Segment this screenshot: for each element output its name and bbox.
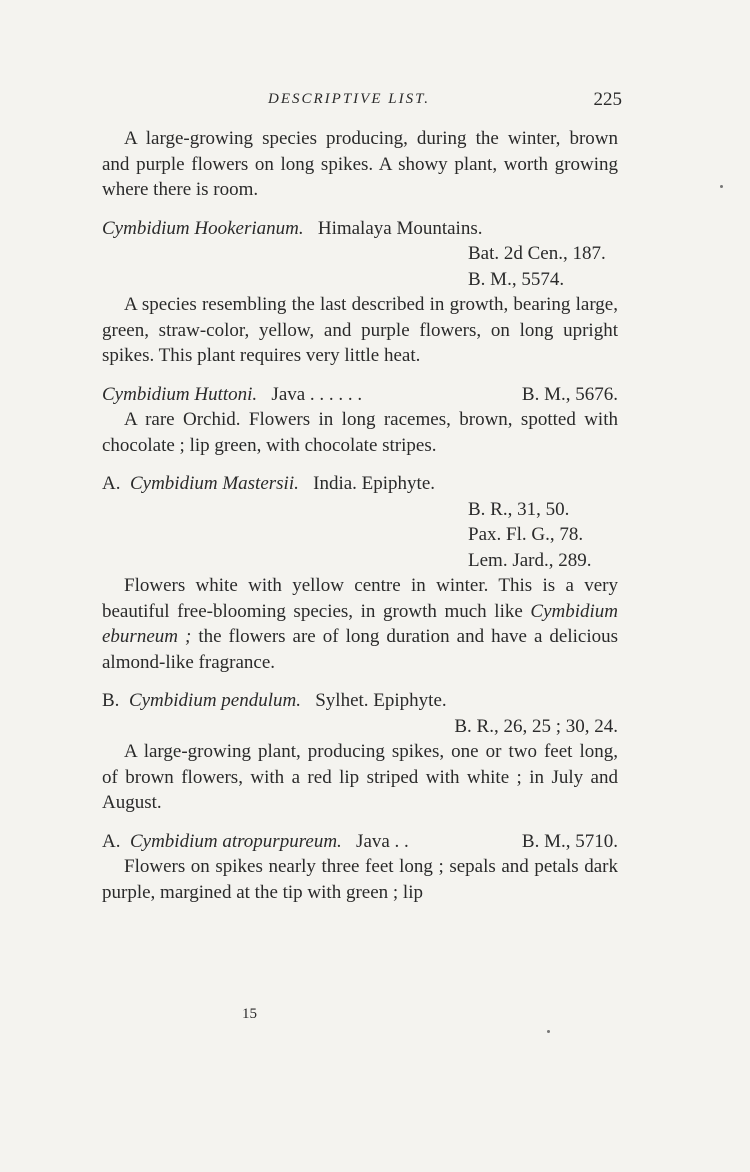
- entry-prefix: A.: [102, 830, 121, 852]
- species-entry-mastersii: [102, 471, 618, 573]
- species-entry-pendulum: [102, 688, 618, 739]
- species-locale: Sylhet. Epiphyte.: [315, 690, 447, 711]
- species-entry-atropurpureum: [102, 829, 618, 855]
- species-locale: Java . .: [356, 830, 409, 852]
- species-name: Cymbidium Huttoni.: [102, 383, 258, 405]
- reference: B. M., 5676.: [521, 383, 618, 405]
- paper-speck: [547, 1030, 550, 1033]
- species-entry-huttoni: [102, 382, 618, 408]
- paragraph: A large-growing plant, producing spikes, one or two feet long, of brown flowers, with a red lip striped with white ; in July and August.: [102, 741, 618, 813]
- paragraph: Flowers white with yellow centre in winter. This is a very beautiful free-blooming species, in growth much like Cymbidium eburneum ; the flowers are of long duration and have a delicious almond-like fragrance.: [102, 575, 619, 673]
- species-name: Cymbidium atropurpureum.: [129, 830, 342, 852]
- species-entry-hookerianum: [102, 216, 618, 293]
- reference: B. R., 31, 50.: [468, 498, 570, 520]
- species-name: Cymbidium Hookerianum.: [102, 217, 304, 239]
- page-number: 225: [593, 89, 622, 110]
- reference: B. M., 5574.: [468, 268, 565, 290]
- species-name: Cymbidium eburneum ;: [102, 600, 619, 647]
- entry-prefix: A.: [102, 473, 121, 494]
- reference: Lem. Jard., 289.: [468, 549, 592, 571]
- body-text: [102, 126, 618, 905]
- signature-mark: 15: [242, 1006, 257, 1022]
- paragraph: A rare Orchid. Flowers in long racemes, brown, spotted with chocolate ; lip green, with chocolate stripes.: [102, 409, 618, 456]
- species-locale: Himalaya Mountains.: [317, 217, 483, 239]
- paragraph: A species resembling the last described in growth, bearing large, green, straw-color, yellow, and purple flowers, on long upright spikes. This plant requires very little heat.: [102, 294, 618, 366]
- page-header: [100, 91, 622, 117]
- paragraph: A large-growing species producing, during the winter, brown and purple flowers on long spikes. A showy plant, worth growing where there is room.: [102, 128, 618, 200]
- paper-speck: [720, 185, 723, 188]
- entry-prefix: B.: [102, 690, 120, 711]
- paragraph: Flowers on spikes nearly three feet long ; sepals and petals dark purple, margined at the tip with green ; lip: [102, 856, 618, 903]
- species-name: Cymbidium Mastersii.: [129, 473, 299, 494]
- running-head: DESCRIPTIVE LIST.: [268, 91, 431, 107]
- species-name: Cymbidium pendulum.: [128, 690, 301, 711]
- species-locale: Java . . . . . .: [271, 383, 363, 405]
- reference: B. M., 5710.: [521, 830, 618, 852]
- reference: B. R., 26, 25 ; 30, 24.: [454, 715, 618, 737]
- species-locale: India. Epiphyte.: [313, 473, 436, 494]
- reference: Pax. Fl. G., 78.: [468, 524, 584, 545]
- reference: Bat. 2d Cen., 187.: [468, 243, 606, 264]
